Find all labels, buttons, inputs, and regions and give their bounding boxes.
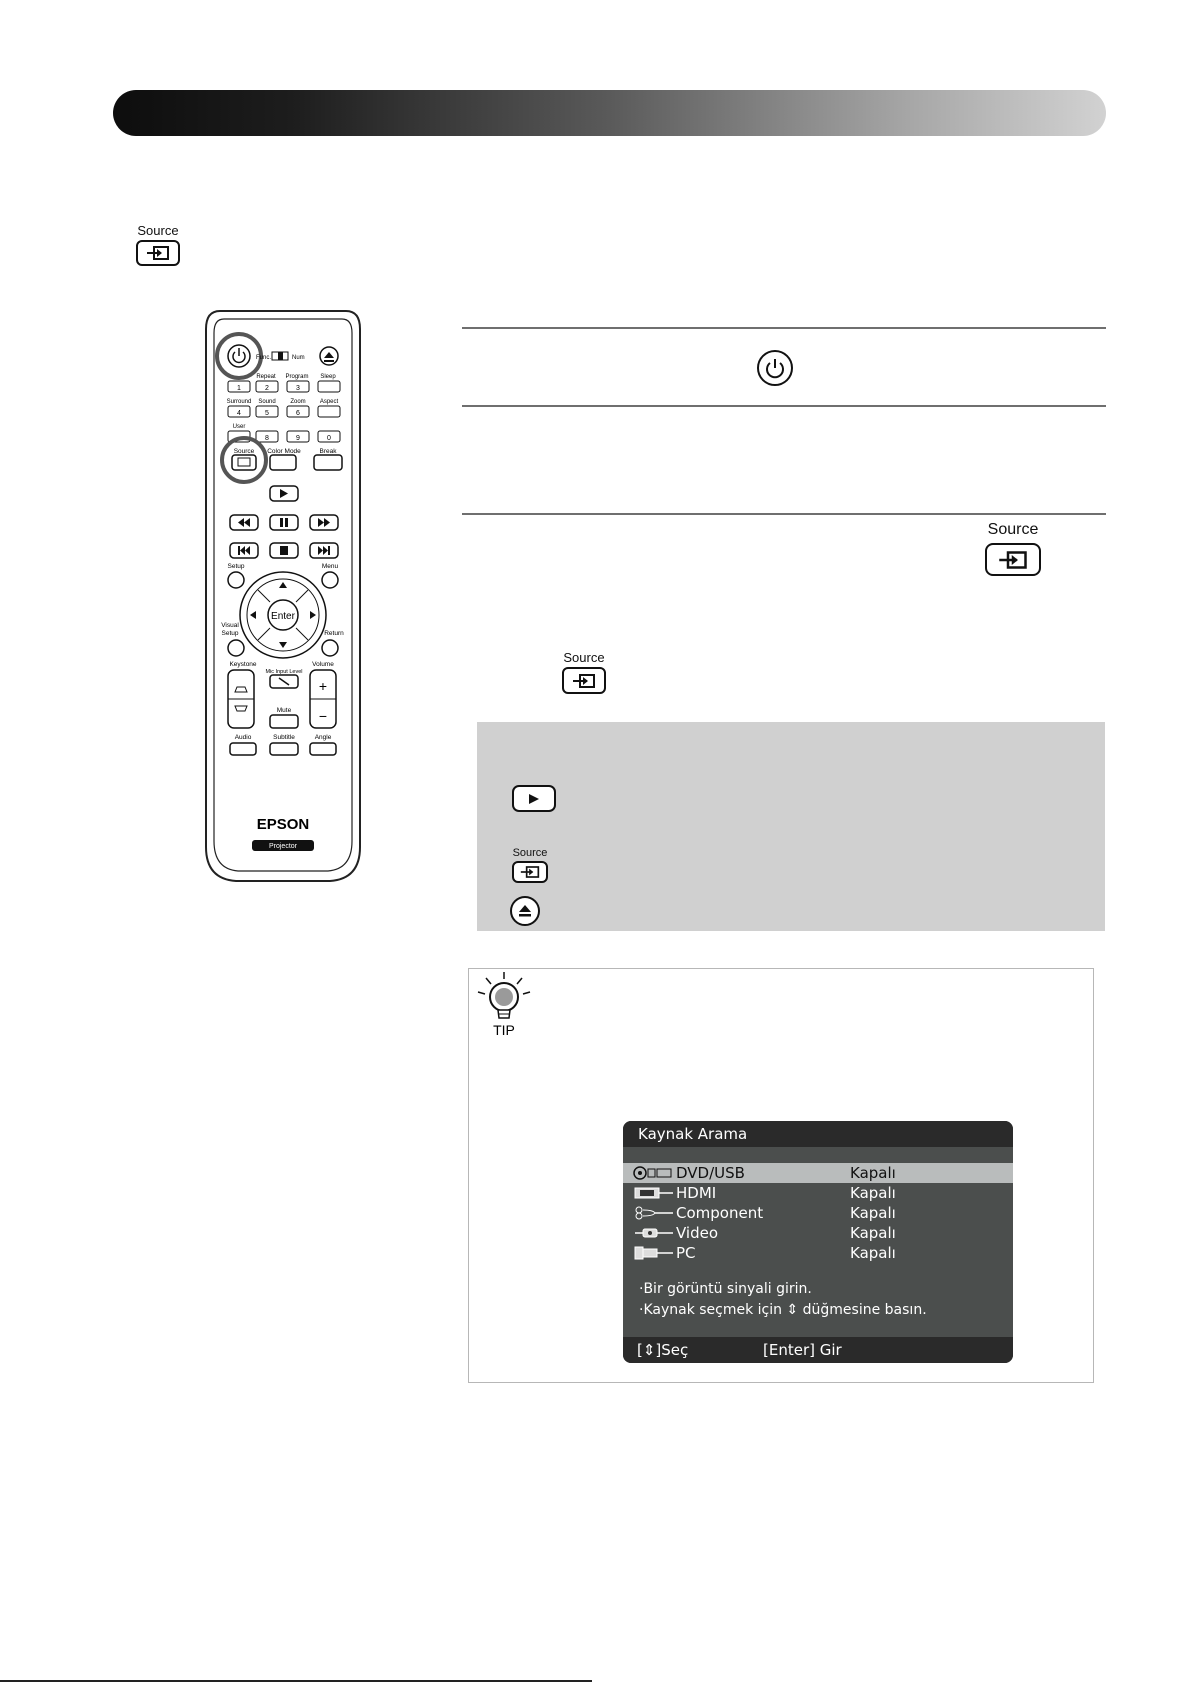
svg-text:5: 5 xyxy=(265,410,269,417)
osd-row-component[interactable] xyxy=(623,1203,1013,1223)
osd-row-dvd-usb[interactable] xyxy=(623,1163,1013,1183)
svg-text:8: 8 xyxy=(265,435,269,442)
return-button xyxy=(322,640,338,656)
osd-row-state: Kapalı xyxy=(850,1184,896,1202)
mute-button xyxy=(270,715,298,728)
angle-label: Angle xyxy=(314,734,332,741)
repeat-label: Repeat xyxy=(256,374,276,380)
sleep-label: Sleep xyxy=(320,374,336,380)
source-label-large: Source xyxy=(987,521,1039,538)
step-divider-1 xyxy=(462,327,1106,329)
return-label: Return xyxy=(324,630,344,637)
setup-label: Setup xyxy=(227,563,245,570)
visual-setup-label: Setup xyxy=(221,630,239,637)
source-key xyxy=(136,240,180,266)
source-label: Source xyxy=(137,223,179,238)
svg-text:1: 1 xyxy=(237,385,241,392)
hdmi-icon xyxy=(633,1186,673,1200)
svg-text:0: 0 xyxy=(327,435,331,442)
menu-label: Menu xyxy=(321,563,339,570)
osd-row-video[interactable] xyxy=(623,1223,1013,1243)
pc-icon xyxy=(633,1246,673,1260)
source-search-osd xyxy=(623,1121,1013,1363)
audio-label: Audio xyxy=(234,734,252,741)
brand-logo: EPSON xyxy=(256,816,310,833)
lightbulb-icon xyxy=(474,970,534,1040)
input-arrow-icon xyxy=(146,246,170,260)
osd-footer-select: [⇕]Seç xyxy=(637,1341,689,1359)
enter-label: Enter xyxy=(271,611,295,622)
source-key-note xyxy=(512,861,548,883)
user-label: User xyxy=(232,424,246,430)
osd-row-hdmi[interactable] xyxy=(623,1183,1013,1203)
step-divider-2 xyxy=(462,405,1106,407)
remote-source-label: Source xyxy=(233,448,255,455)
subtitle-button xyxy=(270,743,298,755)
visual-setup-button xyxy=(228,640,244,656)
mute-label: Mute xyxy=(276,707,292,714)
sound-label: Sound xyxy=(258,399,276,405)
eject-button-illustration xyxy=(510,896,540,926)
input-arrow-icon xyxy=(520,866,540,878)
source-key-small xyxy=(562,667,606,694)
color-mode-label: Color Mode xyxy=(267,448,301,455)
surround-label: Surround xyxy=(226,399,252,405)
mic-input-level-label: Mic Input Level xyxy=(265,669,303,675)
osd-row-state: Kapalı xyxy=(850,1204,896,1222)
osd-row-pc[interactable] xyxy=(623,1243,1013,1263)
eject-icon xyxy=(518,904,532,918)
input-arrow-icon xyxy=(572,674,596,688)
transport-row-2 xyxy=(230,543,338,558)
func-label: Func. xyxy=(256,355,272,361)
osd-row-name: DVD/USB xyxy=(676,1164,745,1182)
svg-text:6: 6 xyxy=(296,410,300,417)
osd-message-1: ·Bir görüntü sinyali girin. xyxy=(639,1281,812,1297)
video-icon xyxy=(633,1226,673,1240)
volume-down-label: − xyxy=(318,708,328,724)
model-label: Projector xyxy=(268,843,298,850)
section-header-bar xyxy=(113,90,1106,136)
svg-text:3: 3 xyxy=(296,385,300,392)
remote-control xyxy=(200,307,366,885)
component-icon xyxy=(633,1206,673,1220)
osd-row-state: Kapalı xyxy=(850,1164,896,1182)
visual-label: Visual xyxy=(221,622,239,629)
osd-row-name: Component xyxy=(676,1204,764,1222)
zoom-label: Zoom xyxy=(290,399,306,405)
audio-button xyxy=(230,743,256,755)
osd-row-state: Kapalı xyxy=(850,1244,896,1262)
source-key-large xyxy=(985,543,1041,576)
program-label: Program xyxy=(285,374,309,380)
osd-row-name: HDMI xyxy=(676,1184,717,1202)
svg-text:4: 4 xyxy=(237,410,241,417)
input-arrow-icon xyxy=(998,551,1028,569)
play-button-illustration xyxy=(512,785,556,812)
osd-title: Kaynak Arama xyxy=(623,1121,1013,1147)
source-button-large xyxy=(983,521,1043,576)
angle-button xyxy=(310,743,336,755)
osd-row-name: PC xyxy=(676,1244,696,1262)
num-label: Num xyxy=(292,355,305,361)
setup-button xyxy=(228,572,244,588)
step-divider-3 xyxy=(462,513,1106,515)
svg-text:9: 9 xyxy=(296,435,300,442)
transport-row-1 xyxy=(230,515,338,530)
osd-row-state: Kapalı xyxy=(850,1224,896,1242)
menu-button xyxy=(322,572,338,588)
osd-message-2: ·Kaynak seçmek için ⇕ düğmesine basın. xyxy=(639,1302,927,1318)
osd-footer-enter: [Enter] Gir xyxy=(763,1341,842,1359)
svg-text:2: 2 xyxy=(265,385,269,392)
keystone-label: Keystone xyxy=(229,661,257,668)
volume-up-label: + xyxy=(318,678,328,694)
aspect-label: Aspect xyxy=(319,399,339,405)
break-label: Break xyxy=(319,448,337,455)
source-button-illustration xyxy=(135,223,181,266)
disc-usb-icon xyxy=(633,1166,673,1180)
osd-footer xyxy=(623,1337,1013,1363)
subtitle-label: Subtitle xyxy=(273,734,295,741)
source-label-note: Source xyxy=(512,847,548,859)
power-button-illustration xyxy=(757,350,793,386)
play-icon xyxy=(527,793,541,805)
source-label-small: Source xyxy=(563,650,605,665)
footer-rule xyxy=(0,1680,592,1682)
osd-row-name: Video xyxy=(676,1224,719,1242)
break-button xyxy=(314,455,342,470)
source-button-small xyxy=(561,650,607,694)
power-icon xyxy=(764,357,786,379)
note-panel xyxy=(477,722,1105,931)
source-button-note xyxy=(511,847,549,883)
tip-label: TIP xyxy=(493,1022,515,1038)
remote-source-button xyxy=(232,455,256,470)
volume-label: Volume xyxy=(312,661,334,668)
color-mode-button xyxy=(270,455,296,470)
